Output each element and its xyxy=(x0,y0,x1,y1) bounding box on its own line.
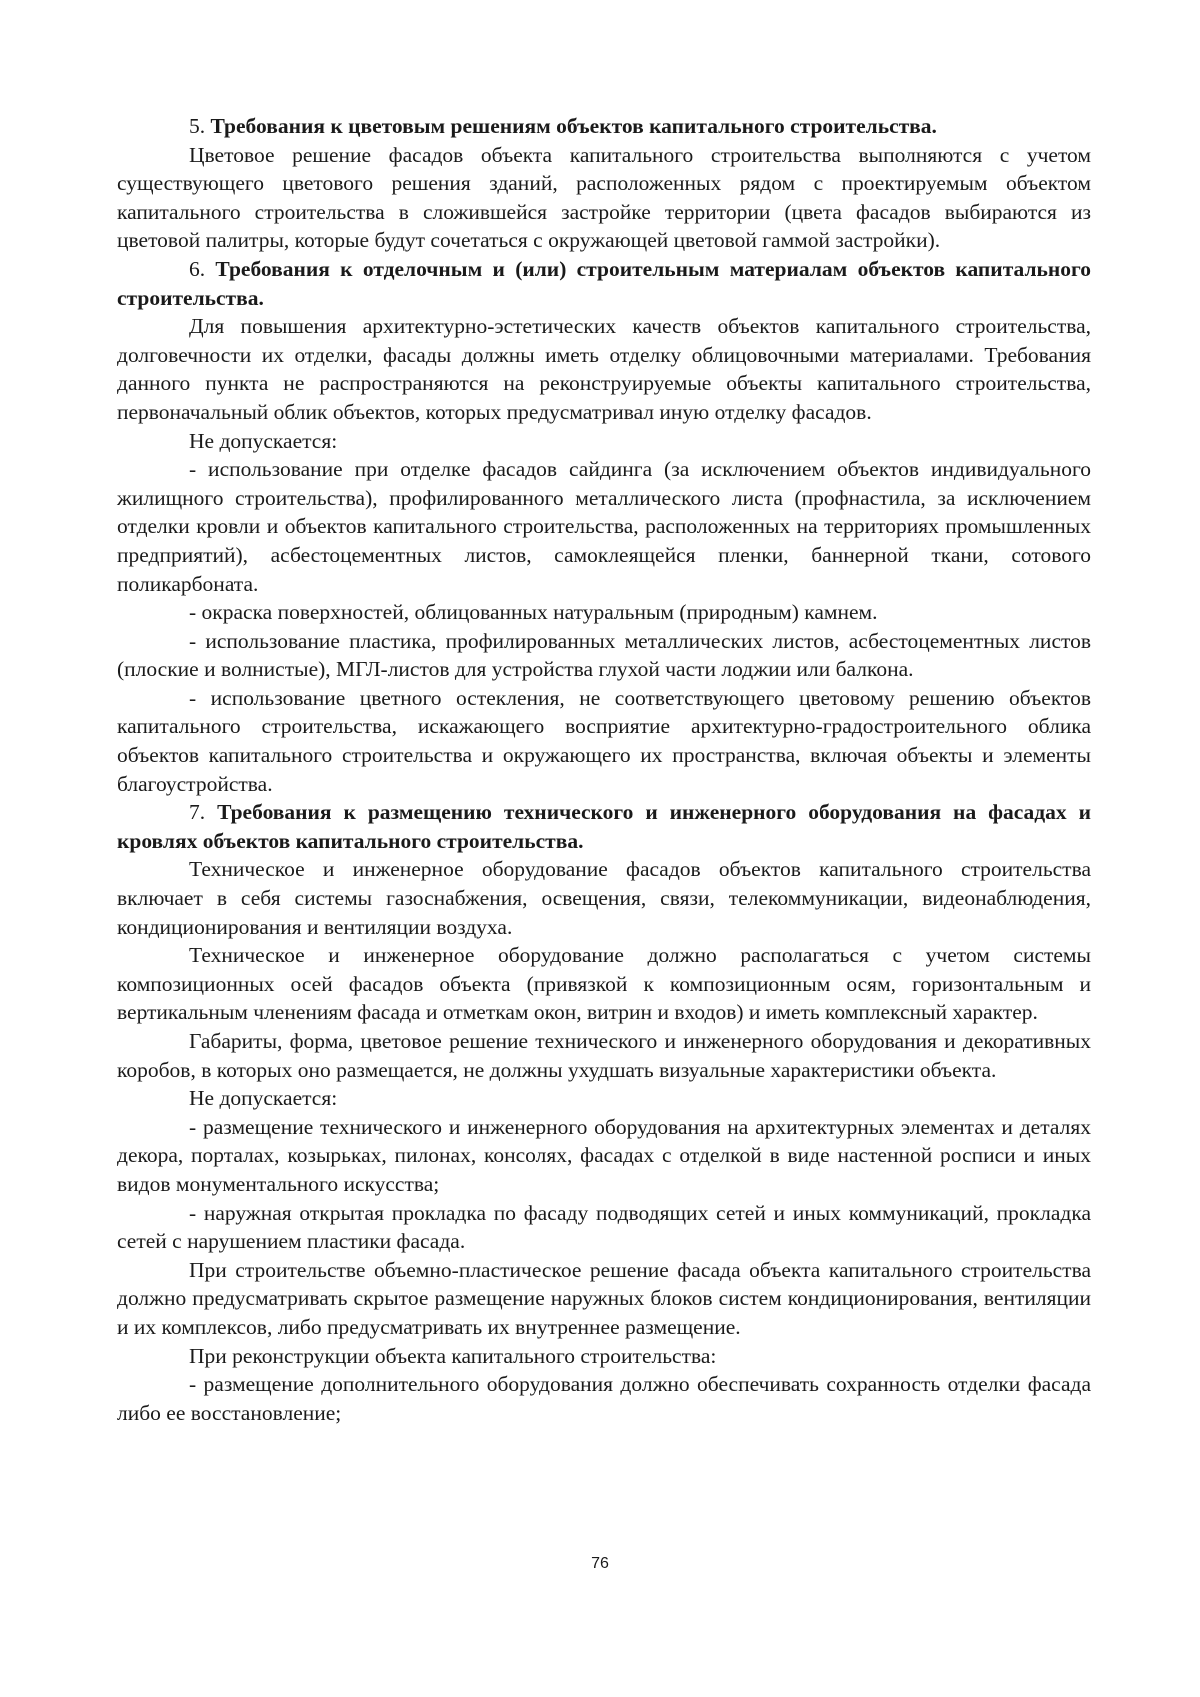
section-5-heading xyxy=(117,112,1091,141)
paragraph: Габариты, форма, цветовое решение технического и инженерного оборудования и декоративных коробов, в которых оно размещается, не должны ухудшать визуальные характеристики объекта. xyxy=(117,1029,1091,1082)
section-title: Требования к размещению технического и инженерного оборудования на фасадах и кровлях объектов капитального строительства. xyxy=(117,800,1092,853)
list-item: - размещение дополнительного оборудования должно обеспечивать сохранность отделки фасада либо ее восстановление; xyxy=(117,1372,1091,1425)
list-item: - размещение технического и инженерного оборудования на архитектурных элементах и деталях декора, порталах, козырьках, пилонах, консолях, фасадах с отделкой в виде настенной росписи и иных видов монументального искусства; xyxy=(117,1114,1091,1196)
paragraph: Техническое и инженерное оборудование должно располагаться с учетом системы композиционных осей фасадов объекта (привязкой к композиционным осям, горизонтальным и вертикальным членениям фасада и отметкам окон, витрин и входов) и иметь комплексный характер. xyxy=(117,943,1091,1025)
list-item: - использование пластика, профилированных металлических листов, асбестоцементных листов (плоские и волнистые), МГЛ-листов для устройства глухой части лоджии или балкона. xyxy=(117,628,1091,682)
paragraph: Техническое и инженерное оборудование фасадов объектов капитального строительства включает в себя системы газоснабжения, освещения, связи, телекоммуникации, видеонаблюдения, кондиционирования и вентиляции воздуха. xyxy=(117,857,1091,939)
paragraph: Не допускается: xyxy=(189,1086,338,1111)
document-body xyxy=(117,112,1091,1427)
list-item: - использование цветного остекления, не соответствующего цветовому решению объектов капитального строительства, искажающего восприятие архитектурно-градостроительного облика объектов капитального строительства и окружающего их пространства, включая объекты и элементы благоустройства. xyxy=(117,685,1091,796)
section-6-heading xyxy=(117,255,1091,312)
section-number: 6. xyxy=(189,256,216,281)
list-item: - использование при отделке фасадов сайдинга (за исключением объектов индивидуального жилищного строительства), профилированного металлического листа (профнастила, за исключением отделки кровли и объектов капитального строительства, расположенных на территориях промышленных предприятий), асбестоцементных листов, самоклеящейся пленки, баннерной ткани, сотового поликарбоната. xyxy=(117,457,1091,596)
paragraph: При реконструкции объекта капитального строительства: xyxy=(189,1343,717,1368)
section-number: 7. xyxy=(189,800,218,825)
section-title: Требования к отделочным и (или) строительным материалам объектов капитального строительства. xyxy=(117,256,1092,310)
paragraph: При строительстве объемно-пластическое решение фасада объекта капитального строительства должно предусматривать скрытое размещение наружных блоков систем кондиционирования, вентиляции и их комплексов, либо предусматривать их внутреннее размещение. xyxy=(117,1257,1091,1339)
section-number: 5. xyxy=(189,114,211,138)
paragraph: Для повышения архитектурно-эстетических качеств объектов капитального строительства, долговечности их отделки, фасады должны иметь отделку облицовочными материалами. Требования данного пункта не распространяются на реконструируемые объекты капитального строительства, первоначальный облик объектов, которых предусматривал иную отделку фасадов. xyxy=(117,314,1091,424)
page-number: 76 xyxy=(591,1555,609,1572)
list-item: - окраска поверхностей, облицованных натуральным (природным) камнем. xyxy=(189,600,878,625)
list-item: - наружная открытая прокладка по фасаду подводящих сетей и иных коммуникаций, прокладка сетей с нарушением пластики фасада. xyxy=(117,1200,1091,1254)
section-7-heading xyxy=(117,798,1091,855)
paragraph: Не допускается: xyxy=(189,428,338,453)
paragraph: Цветовое решение фасадов объекта капитального строительства выполняются с учетом существующего цветового решения зданий, расположенных рядом с проектируемым объектом капитального строительства в сложившейся застройке территории (цвета фасадов выбираются из цветовой палитры, которые будут сочетаться с окружающей цветовой гаммой застройки). xyxy=(117,142,1091,253)
section-title: Требования к цветовым решениям объектов капитального строительства. xyxy=(210,114,937,138)
